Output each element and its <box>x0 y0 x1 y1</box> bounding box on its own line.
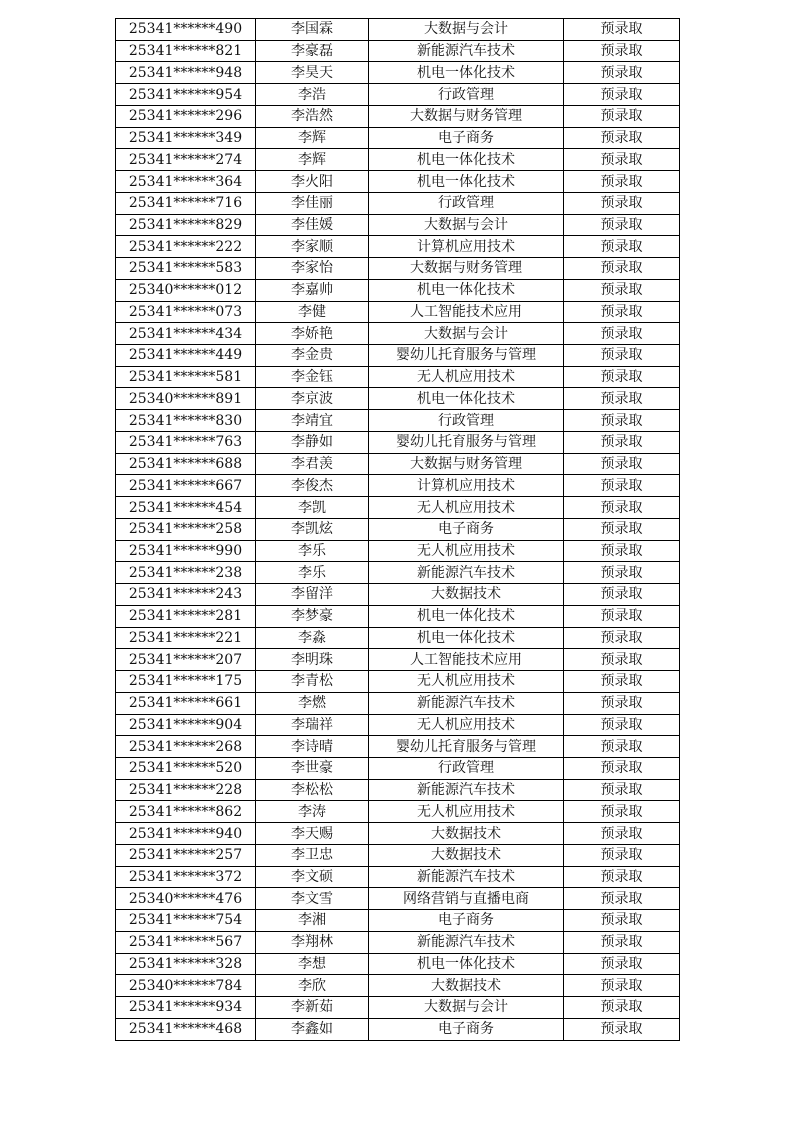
major-cell: 新能源汽车技术 <box>369 562 564 584</box>
major-cell: 新能源汽车技术 <box>369 931 564 953</box>
table-row <box>116 823 680 845</box>
student-name-cell: 李静如 <box>256 431 369 453</box>
admission-status-cell: 预录取 <box>564 627 680 649</box>
admission-status-cell: 预录取 <box>564 149 680 171</box>
candidate-id-cell: 25341******281 <box>116 605 256 627</box>
admission-status-cell: 预录取 <box>564 214 680 236</box>
student-name-cell: 李豪磊 <box>256 40 369 62</box>
candidate-id-cell: 25341******948 <box>116 62 256 84</box>
admission-status-cell: 预录取 <box>564 779 680 801</box>
admission-status-cell: 预录取 <box>564 757 680 779</box>
table-row <box>116 366 680 388</box>
admission-status-cell: 预录取 <box>564 127 680 149</box>
student-name-cell: 李涛 <box>256 801 369 823</box>
table-row <box>116 518 680 540</box>
major-cell: 大数据与会计 <box>369 997 564 1019</box>
candidate-id-cell: 25341******716 <box>116 192 256 214</box>
candidate-id-cell: 25341******268 <box>116 736 256 758</box>
candidate-id-cell: 25341******175 <box>116 671 256 693</box>
admission-status-cell: 预录取 <box>564 997 680 1019</box>
admission-status-cell: 预录取 <box>564 105 680 127</box>
candidate-id-cell: 25340******476 <box>116 888 256 910</box>
candidate-id-cell: 25341******520 <box>116 757 256 779</box>
student-name-cell: 李瑞祥 <box>256 714 369 736</box>
major-cell: 新能源汽车技术 <box>369 866 564 888</box>
major-cell: 机电一体化技术 <box>369 149 564 171</box>
table-row <box>116 736 680 758</box>
major-cell: 大数据技术 <box>369 823 564 845</box>
candidate-id-cell: 25341******073 <box>116 301 256 323</box>
candidate-id-cell: 25340******012 <box>116 279 256 301</box>
admission-status-cell: 预录取 <box>564 171 680 193</box>
candidate-id-cell: 25341******434 <box>116 323 256 345</box>
table-row <box>116 866 680 888</box>
major-cell: 电子商务 <box>369 910 564 932</box>
candidate-id-cell: 25341******364 <box>116 171 256 193</box>
student-name-cell: 李嘉帅 <box>256 279 369 301</box>
table-row <box>116 127 680 149</box>
admission-status-cell: 预录取 <box>564 540 680 562</box>
admission-status-cell: 预录取 <box>564 62 680 84</box>
major-cell: 无人机应用技术 <box>369 366 564 388</box>
admission-status-cell: 预录取 <box>564 584 680 606</box>
candidate-id-cell: 25341******274 <box>116 149 256 171</box>
candidate-id-cell: 25341******207 <box>116 649 256 671</box>
student-name-cell: 李燃 <box>256 692 369 714</box>
table-row <box>116 40 680 62</box>
table-row <box>116 910 680 932</box>
table-row <box>116 844 680 866</box>
major-cell: 新能源汽车技术 <box>369 40 564 62</box>
student-name-cell: 李辉 <box>256 149 369 171</box>
candidate-id-cell: 25341******667 <box>116 475 256 497</box>
candidate-id-cell: 25341******583 <box>116 258 256 280</box>
student-name-cell: 李乐 <box>256 540 369 562</box>
table-row <box>116 323 680 345</box>
admission-status-cell: 预录取 <box>564 801 680 823</box>
major-cell: 机电一体化技术 <box>369 279 564 301</box>
candidate-id-cell: 25341******258 <box>116 518 256 540</box>
table-row <box>116 627 680 649</box>
major-cell: 计算机应用技术 <box>369 475 564 497</box>
candidate-id-cell: 25341******940 <box>116 823 256 845</box>
major-cell: 人工智能技术应用 <box>369 301 564 323</box>
candidate-id-cell: 25341******296 <box>116 105 256 127</box>
major-cell: 大数据与财务管理 <box>369 105 564 127</box>
admission-status-cell: 预录取 <box>564 258 680 280</box>
admission-status-cell: 预录取 <box>564 910 680 932</box>
student-name-cell: 李君羡 <box>256 453 369 475</box>
admission-status-cell: 预录取 <box>564 388 680 410</box>
student-name-cell: 李世豪 <box>256 757 369 779</box>
student-name-cell: 李昊天 <box>256 62 369 84</box>
table-row <box>116 692 680 714</box>
candidate-id-cell: 25341******862 <box>116 801 256 823</box>
student-name-cell: 李健 <box>256 301 369 323</box>
table-row <box>116 388 680 410</box>
major-cell: 机电一体化技术 <box>369 605 564 627</box>
candidate-id-cell: 25341******449 <box>116 345 256 367</box>
table-row <box>116 410 680 432</box>
major-cell: 电子商务 <box>369 1018 564 1040</box>
student-name-cell: 李梦豪 <box>256 605 369 627</box>
table-row <box>116 1018 680 1040</box>
major-cell: 机电一体化技术 <box>369 388 564 410</box>
candidate-id-cell: 25341******468 <box>116 1018 256 1040</box>
candidate-id-cell: 25341******222 <box>116 236 256 258</box>
major-cell: 大数据技术 <box>369 584 564 606</box>
admission-status-cell: 预录取 <box>564 671 680 693</box>
major-cell: 新能源汽车技术 <box>369 779 564 801</box>
table-row <box>116 258 680 280</box>
major-cell: 婴幼儿托育服务与管理 <box>369 736 564 758</box>
candidate-id-cell: 25341******454 <box>116 497 256 519</box>
student-name-cell: 李新茹 <box>256 997 369 1019</box>
student-name-cell: 李俊杰 <box>256 475 369 497</box>
major-cell: 新能源汽车技术 <box>369 692 564 714</box>
student-name-cell: 李松松 <box>256 779 369 801</box>
table-row <box>116 19 680 41</box>
table-row <box>116 997 680 1019</box>
candidate-id-cell: 25341******490 <box>116 19 256 41</box>
student-name-cell: 李想 <box>256 953 369 975</box>
major-cell: 计算机应用技术 <box>369 236 564 258</box>
major-cell: 人工智能技术应用 <box>369 649 564 671</box>
table-row <box>116 931 680 953</box>
major-cell: 大数据与会计 <box>369 214 564 236</box>
major-cell: 大数据与会计 <box>369 323 564 345</box>
major-cell: 大数据与会计 <box>369 19 564 41</box>
admission-status-cell: 预录取 <box>564 866 680 888</box>
table-row <box>116 192 680 214</box>
candidate-id-cell: 25340******891 <box>116 388 256 410</box>
major-cell: 婴幼儿托育服务与管理 <box>369 345 564 367</box>
student-name-cell: 李辉 <box>256 127 369 149</box>
admission-status-cell: 预录取 <box>564 366 680 388</box>
admission-status-cell: 预录取 <box>564 562 680 584</box>
major-cell: 行政管理 <box>369 757 564 779</box>
candidate-id-cell: 25341******328 <box>116 953 256 975</box>
candidate-id-cell: 25341******754 <box>116 910 256 932</box>
table-row <box>116 62 680 84</box>
admission-status-cell: 预录取 <box>564 736 680 758</box>
table-row <box>116 605 680 627</box>
student-name-cell: 李佳媛 <box>256 214 369 236</box>
candidate-id-cell: 25341******221 <box>116 627 256 649</box>
major-cell: 行政管理 <box>369 84 564 106</box>
major-cell: 机电一体化技术 <box>369 62 564 84</box>
admission-status-cell: 预录取 <box>564 888 680 910</box>
admission-status-cell: 预录取 <box>564 931 680 953</box>
admission-status-cell: 预录取 <box>564 605 680 627</box>
admission-status-cell: 预录取 <box>564 410 680 432</box>
table-row <box>116 279 680 301</box>
student-name-cell: 李留洋 <box>256 584 369 606</box>
student-name-cell: 李金钰 <box>256 366 369 388</box>
admission-status-cell: 预录取 <box>564 823 680 845</box>
admission-status-cell: 预录取 <box>564 236 680 258</box>
admission-status-cell: 预录取 <box>564 497 680 519</box>
candidate-id-cell: 25341******238 <box>116 562 256 584</box>
student-name-cell: 李佳丽 <box>256 192 369 214</box>
admission-status-cell: 预录取 <box>564 649 680 671</box>
student-name-cell: 李凯 <box>256 497 369 519</box>
candidate-id-cell: 25341******934 <box>116 997 256 1019</box>
candidate-id-cell: 25341******349 <box>116 127 256 149</box>
student-name-cell: 李文硕 <box>256 866 369 888</box>
major-cell: 大数据技术 <box>369 975 564 997</box>
student-name-cell: 李卫忠 <box>256 844 369 866</box>
candidate-id-cell: 25341******821 <box>116 40 256 62</box>
admission-status-cell: 预录取 <box>564 953 680 975</box>
student-name-cell: 李天赐 <box>256 823 369 845</box>
major-cell: 无人机应用技术 <box>369 671 564 693</box>
admission-status-cell: 预录取 <box>564 975 680 997</box>
major-cell: 机电一体化技术 <box>369 171 564 193</box>
major-cell: 无人机应用技术 <box>369 714 564 736</box>
admission-status-cell: 预录取 <box>564 431 680 453</box>
admission-status-cell: 预录取 <box>564 323 680 345</box>
candidate-id-cell: 25341******830 <box>116 410 256 432</box>
admission-status-cell: 预录取 <box>564 279 680 301</box>
table-row <box>116 779 680 801</box>
candidate-id-cell: 25341******243 <box>116 584 256 606</box>
admission-status-cell: 预录取 <box>564 345 680 367</box>
candidate-id-cell: 25341******954 <box>116 84 256 106</box>
admission-status-cell: 预录取 <box>564 84 680 106</box>
candidate-id-cell: 25341******661 <box>116 692 256 714</box>
table-row <box>116 801 680 823</box>
student-name-cell: 李淼 <box>256 627 369 649</box>
table-row <box>116 497 680 519</box>
table-row <box>116 888 680 910</box>
major-cell: 机电一体化技术 <box>369 627 564 649</box>
candidate-id-cell: 25341******829 <box>116 214 256 236</box>
table-row <box>116 171 680 193</box>
student-name-cell: 李欣 <box>256 975 369 997</box>
table-row <box>116 236 680 258</box>
table-row <box>116 671 680 693</box>
major-cell: 无人机应用技术 <box>369 801 564 823</box>
major-cell: 电子商务 <box>369 518 564 540</box>
major-cell: 婴幼儿托育服务与管理 <box>369 431 564 453</box>
candidate-id-cell: 25341******257 <box>116 844 256 866</box>
candidate-id-cell: 25341******581 <box>116 366 256 388</box>
major-cell: 机电一体化技术 <box>369 953 564 975</box>
table-row <box>116 214 680 236</box>
student-name-cell: 李凯炫 <box>256 518 369 540</box>
admission-status-cell: 预录取 <box>564 518 680 540</box>
candidate-id-cell: 25341******228 <box>116 779 256 801</box>
candidate-id-cell: 25341******688 <box>116 453 256 475</box>
student-name-cell: 李家顺 <box>256 236 369 258</box>
admission-status-cell: 预录取 <box>564 692 680 714</box>
admission-status-cell: 预录取 <box>564 475 680 497</box>
student-name-cell: 李文雪 <box>256 888 369 910</box>
student-name-cell: 李浩 <box>256 84 369 106</box>
major-cell: 行政管理 <box>369 192 564 214</box>
table-row <box>116 105 680 127</box>
student-name-cell: 李湘 <box>256 910 369 932</box>
table-row <box>116 649 680 671</box>
major-cell: 电子商务 <box>369 127 564 149</box>
table-row <box>116 301 680 323</box>
table-row <box>116 953 680 975</box>
student-name-cell: 李青松 <box>256 671 369 693</box>
student-name-cell: 李诗晴 <box>256 736 369 758</box>
student-name-cell: 李乐 <box>256 562 369 584</box>
table-row <box>116 149 680 171</box>
table-row <box>116 475 680 497</box>
admission-table <box>115 18 680 1041</box>
table-row <box>116 540 680 562</box>
candidate-id-cell: 25340******784 <box>116 975 256 997</box>
major-cell: 行政管理 <box>369 410 564 432</box>
table-row <box>116 562 680 584</box>
student-name-cell: 李明珠 <box>256 649 369 671</box>
table-row <box>116 975 680 997</box>
admission-status-cell: 预录取 <box>564 192 680 214</box>
table-row <box>116 84 680 106</box>
major-cell: 无人机应用技术 <box>369 497 564 519</box>
admission-table-body <box>116 19 680 1041</box>
student-name-cell: 李京波 <box>256 388 369 410</box>
student-name-cell: 李家怡 <box>256 258 369 280</box>
student-name-cell: 李翔林 <box>256 931 369 953</box>
admission-status-cell: 预录取 <box>564 40 680 62</box>
student-name-cell: 李浩然 <box>256 105 369 127</box>
student-name-cell: 李火阳 <box>256 171 369 193</box>
candidate-id-cell: 25341******990 <box>116 540 256 562</box>
admission-status-cell: 预录取 <box>564 301 680 323</box>
major-cell: 大数据技术 <box>369 844 564 866</box>
student-name-cell: 李娇艳 <box>256 323 369 345</box>
admission-status-cell: 预录取 <box>564 1018 680 1040</box>
student-name-cell: 李鑫如 <box>256 1018 369 1040</box>
student-name-cell: 李国霖 <box>256 19 369 41</box>
major-cell: 大数据与财务管理 <box>369 453 564 475</box>
table-row <box>116 757 680 779</box>
major-cell: 网络营销与直播电商 <box>369 888 564 910</box>
candidate-id-cell: 25341******763 <box>116 431 256 453</box>
candidate-id-cell: 25341******904 <box>116 714 256 736</box>
admission-status-cell: 预录取 <box>564 453 680 475</box>
table-row <box>116 345 680 367</box>
table-row <box>116 453 680 475</box>
major-cell: 大数据与财务管理 <box>369 258 564 280</box>
admission-status-cell: 预录取 <box>564 714 680 736</box>
table-row <box>116 584 680 606</box>
admission-status-cell: 预录取 <box>564 844 680 866</box>
major-cell: 无人机应用技术 <box>369 540 564 562</box>
candidate-id-cell: 25341******567 <box>116 931 256 953</box>
table-row <box>116 714 680 736</box>
candidate-id-cell: 25341******372 <box>116 866 256 888</box>
student-name-cell: 李金贵 <box>256 345 369 367</box>
student-name-cell: 李靖宜 <box>256 410 369 432</box>
admission-status-cell: 预录取 <box>564 19 680 41</box>
table-row <box>116 431 680 453</box>
